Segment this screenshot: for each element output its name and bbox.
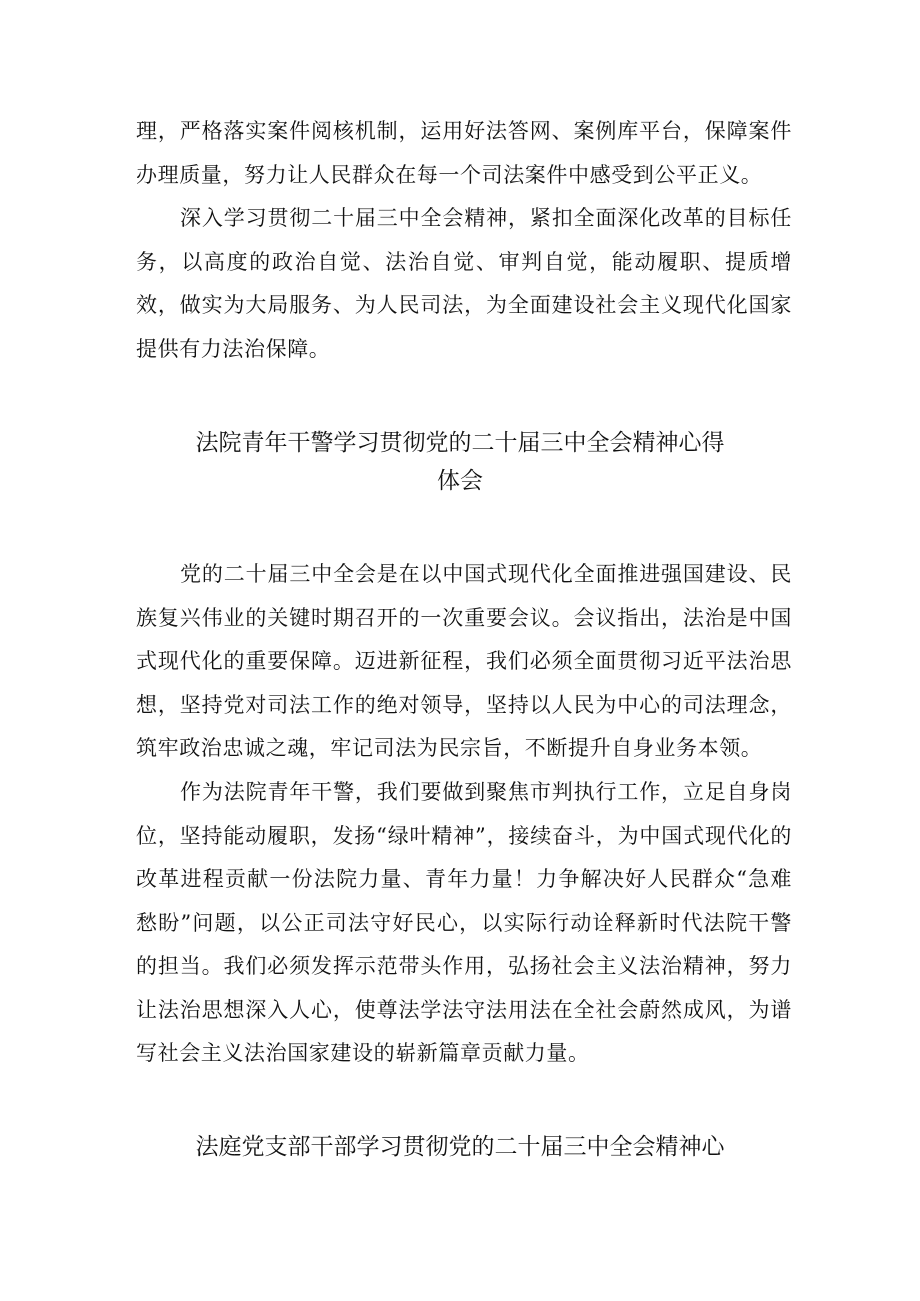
heading-line-1: 法院青年干警学习贯彻党的二十届三中全会精神心得 xyxy=(195,430,725,456)
paragraph-plenary-session: 党的二十届三中全会是在以中国式现代化全面推进强国建设、民族复兴伟业的关键时期召开的一次重要会议。会议指出，法治是中国式现代化的重要保障。迈进新征程，我们必须全面贯彻习近平法治思想，坚持党对司法工作的绝对领导，坚持以人民为中心的司法理念，筑牢政治忠诚之魂，牢记司法为民宗旨，不断提升自身业务本领。 xyxy=(136,562,792,760)
heading-line-2: 体会 xyxy=(437,468,483,494)
paragraph-reform-commitment: 深入学习贯彻二十届三中全会精神，紧扣全面深化改革的目标任务，以高度的政治自觉、法治自觉、审判自觉，能动履职、提质增效，做实为大局服务、为人民司法，为全面建设社会主义现代化国家提供有力法治保障。 xyxy=(136,206,792,361)
section-heading-youth-police xyxy=(160,424,760,500)
paragraph-continuation: 理，严格落实案件阅核机制，运用好法答网、案例库平台，保障案件办理质量，努力让人民群众在每一个司法案件中感受到公平正义。 xyxy=(136,119,792,187)
paragraph-youth-role: 作为法院青年干警，我们要做到聚焦市判执行工作，立足自身岗位，坚持能动履职，发扬“绿叶精神”，接续奋斗，为中国式现代化的改革进程贡献一份法院力量、青年力量！力争解决好人民群众“急难愁盼”问题，以公正司法守好民心，以实际行动诠释新时代法院干警的担当。我们必须发挥示范带头作用，弘扬社会主义法治精神，努力让法治思想深入人心，使尊法学法守法用法在全社会蔚然成风，为谱写社会主义法治国家建设的崭新篇章贡献力量。 xyxy=(136,780,792,1065)
section-heading-tribunal-branch: 法庭党支部干部学习贯彻党的二十届三中全会精神心 xyxy=(195,1134,725,1160)
